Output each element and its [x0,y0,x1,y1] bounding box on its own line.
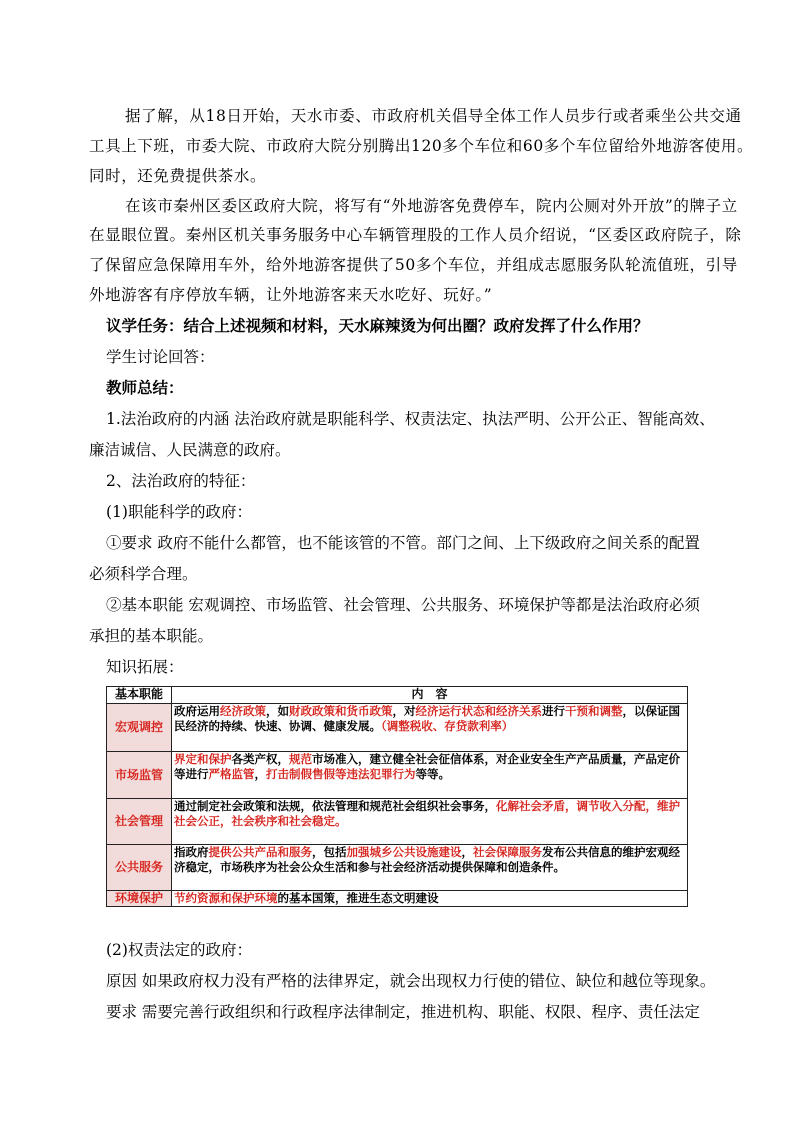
text-span: 各类产权， [231,752,289,766]
highlight-span: 财政政策和货币政策 [289,704,393,718]
highlight-span: 界定和保护 [174,752,232,766]
highlight-span: 严格监管 [208,767,255,781]
point-line: 原因 如果政府权力没有严格的法律界定，就会出现权力行使的错位、缺位和越位等现象。 [106,972,716,990]
row-label: 社会管理 [107,799,172,845]
row-content [172,845,688,891]
table-header-cell: 内 容 [172,687,688,704]
row-label: 宏观调控 [107,704,172,752]
highlight-span: 经济政策 [220,704,266,718]
text-span: 通过制定社会政策和法规，依法管理和规范社会组织社会事务， [174,799,496,813]
paragraph-line: 据了解，从18日开始，天水市委、市政府机关倡导全体工作人员步行或者乘坐公共交通 [125,107,742,125]
paragraph-line: 了保留应急保障用车外，给外地游客提供了50多个车位，并组成志愿服务队轮流值班，引导 [89,256,738,274]
task-heading: 议学任务：结合上述视频和材料，天水麻辣烫为何出圈？政府发挥了什么作用？ [106,316,649,335]
paragraph-line: 在该市秦州区委区政府大院，将写有“外地游客免费停车，院内公厕对外开放”的牌子立 [125,197,738,215]
table-row [107,704,688,752]
highlight-span: 化解社会矛盾，调节收入分配，维护社会公正，社会秩序和社会稳定。 [174,799,680,828]
teacher-summary-heading: 教师总结： [106,378,184,397]
highlight-span: 社会保障服务 [473,845,542,859]
point-line: 要求 需要完善行政组织和行政程序法律制定，推进机构、职能、权限、程序、责任法定 [106,1003,700,1021]
row-content [172,799,688,845]
subheading: (1)职能科学的政府： [106,503,252,521]
text-span: ，如 [266,704,289,718]
text-span: 等等。 [415,767,450,781]
text-span: ， [461,845,473,859]
text-span: ， [254,767,266,781]
point-line: 2、法治政府的特征： [106,472,256,490]
highlight-span: 打击制假售假等违法犯罪行为 [266,767,416,781]
discussion-label: 学生讨论回答： [106,348,215,366]
highlight-span: 经济运行状态和经济关系 [415,704,542,718]
table-row [107,752,688,799]
paragraph-line: 工具上下班，市委大院、市政府大院分别腾出120多个车位和60多个车位留给外地游客使用。 [89,137,754,155]
knowledge-table [106,686,688,907]
text-span: ，以保证国民经济的持续、快速、协调、健康发展。 [174,704,680,733]
table-header-cell: 基本职能 [107,687,172,704]
highlight-span: 节约资源和保护环境 [174,891,278,905]
highlight-span: 提供公共产品和服务 [208,845,312,859]
paragraph-line: 外地游客有序停放车辆，让外地游客来天水吃好、玩好。” [89,286,493,304]
text-span: ，对 [392,704,416,718]
row-label: 市场监管 [107,752,172,799]
table-row [107,891,688,907]
row-content [172,704,688,752]
row-label: 公共服务 [107,845,172,891]
highlight-span: 干预和调整 [565,704,623,718]
text-span: 指政府 [174,845,209,859]
point-line: 1.法治政府的内涵 法治政府就是职能科学、权责法定、执法严明、公开公正、智能高效、 [106,410,715,428]
highlight-span: 规范 [289,752,312,766]
row-label: 环境保护 [107,891,172,907]
text-span: 的基本国策，推进生态文明建设 [277,891,439,905]
text-span: 政府运用 [174,704,220,718]
highlight-span: （调整税收、存贷款利率） [381,719,514,733]
table-row [107,799,688,845]
table-header-row [107,687,688,704]
extension-label: 知识拓展： [106,658,184,676]
subheading: (2)权责法定的政府： [106,941,252,959]
point-line: ②基本职能 宏观调控、市场监管、社会管理、公共服务、环境保护等都是法治政府必须 [106,596,700,614]
text-span: ，包括 [312,845,347,859]
text-span: 市场准入，建立健全社会征信体系，对企业安全生产产品质量，产品定价等进行 [174,752,680,781]
highlight-span: 加强城乡公共设施建设 [346,845,462,859]
paragraph-line: 在显眼位置。秦州区机关事务服务中心车辆管理股的工作人员介绍说，“区委区政府院子，除 [89,226,742,244]
table-row [107,845,688,891]
row-content [172,752,688,799]
text-span: 进行 [542,704,565,718]
text-span: 发布公共信息的维护宏观经济稳定，市场秩序为社会公众生活和参与社会经济活动提供保障和创造条件。 [174,845,680,874]
point-line: 必须科学合理。 [89,565,198,583]
point-line: ①要求 政府不能什么都管，也不能该管的不管。部门之间、上下级政府之间关系的配置 [106,534,700,552]
point-line: 承担的基本职能。 [89,627,214,645]
row-content [172,891,688,907]
paragraph-line: 同时，还免费提供茶水。 [89,167,267,185]
point-line: 廉洁诚信、人民满意的政府。 [89,441,291,459]
